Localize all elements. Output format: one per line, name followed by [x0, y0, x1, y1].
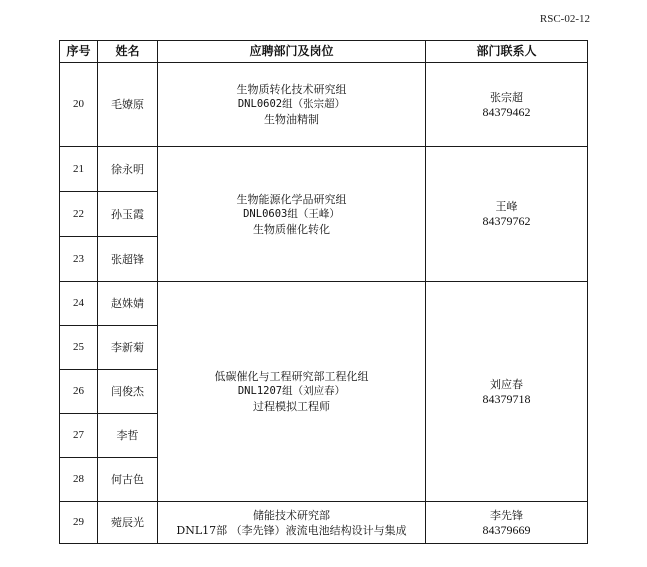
- applicant-name: 孙玉霞: [98, 192, 158, 237]
- contact-phone: 84379762: [482, 214, 531, 228]
- position-title: 生物油精制: [264, 113, 319, 126]
- department-position: [158, 63, 426, 147]
- document-code: RSC-02-12: [539, 13, 590, 25]
- serial-number: 25: [60, 326, 98, 370]
- department-contact: [426, 147, 588, 282]
- department-contact: [426, 63, 588, 147]
- contact-phone: 84379718: [482, 391, 531, 406]
- department-name: 低碳催化与工程研究部工程化组: [214, 370, 369, 383]
- department-position: [158, 147, 426, 282]
- department-position: [158, 282, 426, 502]
- serial-number: 22: [60, 192, 98, 237]
- serial-number: 20: [60, 63, 98, 147]
- department-name: 储能技术研究部: [253, 508, 330, 522]
- serial-number: 21: [60, 147, 98, 192]
- table-row: [60, 282, 588, 326]
- department-name: 生物能源化学品研究组: [236, 192, 347, 206]
- header-department-contact: 部门联系人: [426, 41, 588, 63]
- serial-number: 24: [60, 282, 98, 326]
- serial-number: 23: [60, 237, 98, 282]
- table-row: [60, 502, 588, 544]
- department-group: DNL0602组（张宗超）: [237, 98, 346, 110]
- table-row: [60, 147, 588, 192]
- contact-phone: 84379462: [482, 104, 531, 119]
- header-serial-number: 序号: [60, 41, 98, 63]
- department-group-position: DNL17部 （李先锋）液流电池结构设计与集成: [176, 523, 407, 537]
- applicant-name: 闫俊杰: [98, 370, 158, 414]
- department-contact: [426, 502, 588, 544]
- table-header-row: [60, 41, 588, 63]
- applicant-name: 菀辰光: [98, 502, 158, 544]
- applicant-name: 徐永明: [98, 147, 158, 192]
- applicant-name: 张超锋: [98, 237, 158, 282]
- applicant-name: 何古色: [98, 458, 158, 502]
- header-name: 姓名: [98, 41, 158, 63]
- serial-number: 26: [60, 370, 98, 414]
- serial-number: 29: [60, 502, 98, 544]
- department-group: DNL1207组（刘应春）: [237, 385, 346, 397]
- position-title: 生物质催化转化: [253, 222, 330, 236]
- position-title: 过程模拟工程师: [253, 400, 330, 413]
- contact-name: 刘应春: [490, 377, 523, 391]
- applicant-name: 李新菊: [98, 326, 158, 370]
- contact-name: 李先锋: [490, 508, 523, 522]
- department-group: DNL0603组（王峰）: [243, 207, 340, 220]
- department-contact: [426, 282, 588, 502]
- applicant-name: 赵姝婧: [98, 282, 158, 326]
- table-row: [60, 63, 588, 147]
- contact-name: 王峰: [495, 200, 518, 213]
- contact-phone: 84379669: [482, 522, 531, 537]
- applicant-table: [59, 40, 588, 544]
- serial-number: 27: [60, 414, 98, 458]
- applicant-name: 李哲: [98, 414, 158, 458]
- contact-name: 张宗超: [490, 90, 523, 104]
- department-position: [158, 502, 426, 544]
- header-department-position: 应聘部门及岗位: [158, 41, 426, 63]
- serial-number: 28: [60, 458, 98, 502]
- department-name: 生物质转化技术研究组: [236, 83, 347, 96]
- applicant-name: 毛嫽原: [98, 63, 158, 147]
